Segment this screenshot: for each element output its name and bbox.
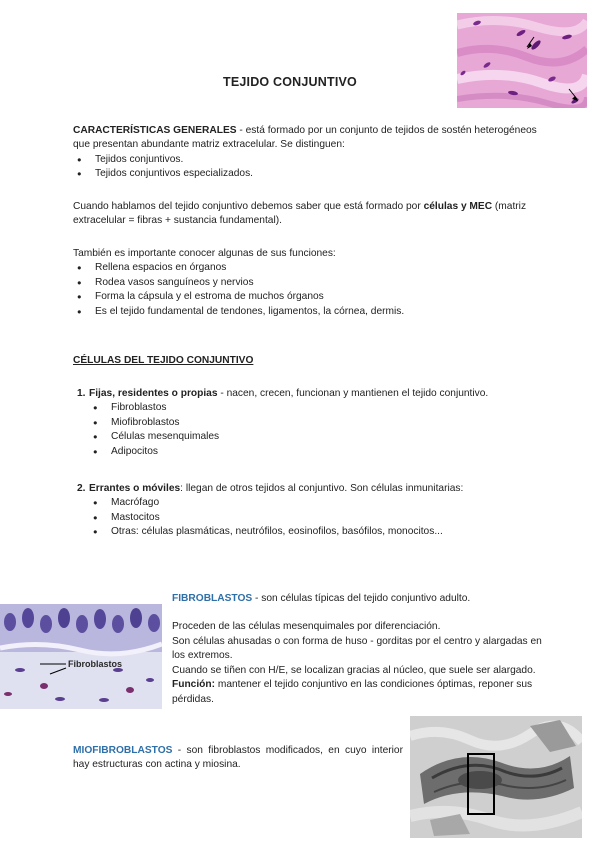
list-item: ● Otras: células plasmáticas, neutrófilos, eosinofilos, basófilos, monocitos...: [89, 525, 553, 539]
fixed-cells-item: [73, 387, 553, 459]
fibroblastos-text: - son células típicas del tejido conjuntivo adulto.: [252, 593, 471, 604]
general-text: - está formado por un conjunto de tejidos de sostén heterogéneos que presentan abundante matriz extracelular. Se distinguen:: [73, 125, 537, 151]
fibroblastos-p1: Proceden de las células mesenquimales por diferenciación.: [172, 621, 441, 633]
mobile-cells-section: [73, 482, 553, 540]
list-item: ● Rellena espacios en órganos: [73, 261, 553, 275]
fixed-cells-section: [73, 387, 553, 459]
fibroblastos-func-label: Función:: [172, 679, 216, 691]
fixed-label: Fijas, residentes o propias: [89, 388, 218, 399]
fibroblastos-p3: Cuando se tiñen con H/E, se localizan gracias al núcleo, que suele ser alargado.: [172, 664, 536, 676]
functions-list: [73, 261, 553, 319]
mobile-label: Errantes o móviles: [89, 483, 181, 494]
miofibroblastos-label: MIOFIBROBLASTOS: [73, 745, 173, 756]
list-item: ● Mastocitos: [89, 511, 553, 525]
fibroblastos-image: [0, 604, 162, 709]
fixed-num: 1.: [77, 388, 86, 399]
cells-mec-bold: células y MEC: [423, 201, 493, 212]
fibroblastos-function: [172, 678, 552, 707]
miofibroblastos-image: [410, 716, 582, 838]
general-section: [73, 124, 553, 182]
list-item: ● Tejidos conjuntivos.: [73, 153, 553, 167]
list-item: ● Forma la cápsula y el estroma de muchos órganos: [73, 290, 553, 304]
fibroblastos-section: [172, 592, 552, 707]
list-item: ● Rodea vasos sanguíneos y nervios: [73, 276, 553, 290]
list-item: ● Macrófago: [89, 496, 553, 510]
histology-image-top: [457, 13, 587, 108]
mobile-num: 2.: [77, 483, 86, 494]
functions-section: [73, 247, 553, 319]
page-title: TEJIDO CONJUNTIVO: [223, 75, 357, 89]
list-item: ● Es el tejido fundamental de tendones, ligamentos, la córnea, dermis.: [73, 305, 553, 319]
functions-intro: También es importante conocer algunas de sus funciones:: [73, 248, 336, 259]
general-paragraph: [73, 124, 553, 153]
mobile-cells-item: [73, 482, 553, 540]
list-item: ● Miofibroblastos: [89, 416, 553, 430]
general-label: CARACTERÍSTICAS GENERALES: [73, 125, 237, 136]
cells-mec-pre: Cuando hablamos del tejido conjuntivo debemos saber que está formado por: [73, 201, 424, 212]
list-item: ● Adipocitos: [89, 445, 553, 459]
list-item: ● Tejidos conjuntivos especializados.: [73, 167, 553, 181]
cells-heading: CÉLULAS DEL TEJIDO CONJUNTIVO: [73, 355, 254, 366]
general-list: [73, 153, 553, 182]
list-item: ● Células mesenquimales: [89, 430, 553, 444]
fibroblastos-label: FIBROBLASTOS: [172, 593, 253, 604]
miofibroblastos-text: - son fibroblastos modificados, en cuyo interior hay estructuras con actina y miosina.: [73, 745, 403, 771]
cells-mec-post: (matriz extracelular = fibras + sustancia fundamental).: [73, 201, 527, 227]
mobile-text: : llegan de otros tejidos al conjuntivo. Son células inmunitarias:: [180, 483, 464, 494]
list-item: ● Fibroblastos: [89, 401, 553, 415]
fibroblastos-p2: Son células ahusadas o con forma de huso - gorditas por el centro y alargadas en los extremos.: [172, 635, 542, 662]
fibroblastos-image-label: Fibroblastos: [68, 659, 123, 669]
fixed-text: - nacen, crecen, funcionan y mantienen el tejido conjuntivo.: [217, 388, 489, 399]
miofibroblastos-section: [73, 744, 403, 773]
fibroblastos-func-text: mantener el tejido conjuntivo en las condiciones óptimas, reponer sus pérdidas.: [172, 679, 533, 705]
cells-mec-paragraph: [73, 200, 553, 229]
